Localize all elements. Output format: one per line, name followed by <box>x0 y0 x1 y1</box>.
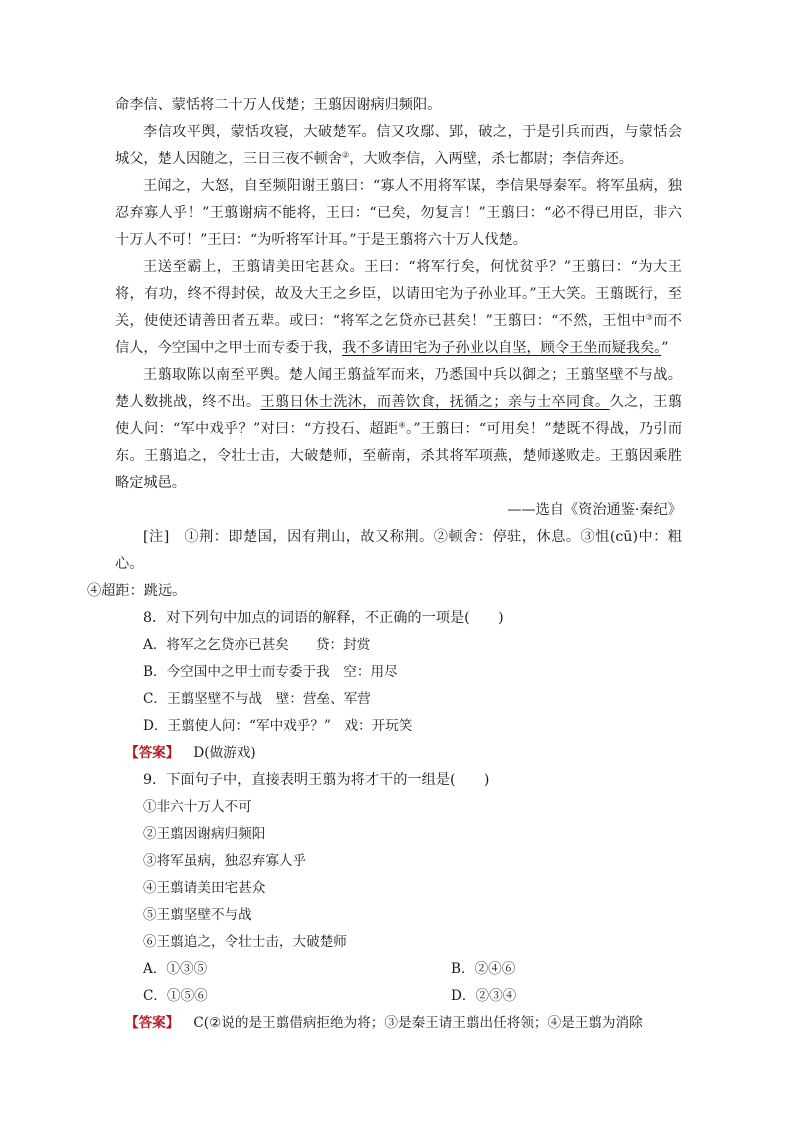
question-9-answer <box>115 1010 682 1037</box>
question-8-option-b: B．今空国中之甲士而专委于我 空：用尽 <box>143 664 398 680</box>
passage-paragraph-3 <box>115 254 682 362</box>
question-9-option-c: C．①⑤⑥ <box>143 988 208 1004</box>
question-9-item-5: ⑤王翦坚壁不与战 <box>143 907 252 923</box>
question-9-item-1: ①非六十万人不可 <box>143 799 252 815</box>
text: 王翦取陈以南至平舆。楚人闻王翦益军而来，乃悉国中兵以御之；王翦坚壁不与战。楚人数挑战，终不出。 <box>115 367 682 410</box>
question-8-answer <box>115 740 682 767</box>
question-9-item-3: ③将军虽病，独忍弃寡人乎 <box>143 853 307 869</box>
text: ” <box>661 340 669 356</box>
footnote-mark: ③ <box>645 312 654 322</box>
text: 王送至霸上，王翦请美田宅甚众。王曰：“将军行矣，何忧贫乎？”王翦曰：“为大王将，有功，终不得封侯，故及大王之乡臣，以请田宅为子孙业耳。”王大笑。王翦既行，至关，使使还请善田者五辈。或曰：“将军之乞贷亦已甚矣！”王翦曰：“不然，王怚中 <box>115 259 682 329</box>
question-8-stem: 8．对下列句中加点的词语的解释，不正确的一项是( ) <box>143 610 504 626</box>
text: 李信攻平舆，蒙恬攻寝，大破楚军。信又攻鄢、郢，破之，于是引兵而西，与蒙恬会城父，楚人因随之，三日三夜不顿舍 <box>115 124 682 167</box>
passage-paragraph-4 <box>115 362 682 497</box>
question-9-option-b: B．②④⑥ <box>451 961 516 977</box>
passage-paragraph-1 <box>115 119 682 173</box>
answer-text: C(②说的是王翦借病拒绝为将；③是秦王请王翦出任将领；④是王翦为消除 <box>193 1015 643 1031</box>
notes <box>87 524 682 605</box>
question-9-options-ab <box>115 956 682 983</box>
question-9-stem: 9．下面句子中，直接表明王翦为将才干的一组是( ) <box>143 772 490 788</box>
question-9-options-cd <box>115 983 682 1010</box>
source-citation: ——选自《资治通鉴·秦纪》 <box>507 502 682 518</box>
footnote-mark: ② <box>342 150 350 160</box>
answer-tag: 【答案】 <box>125 745 180 761</box>
question-9-option-a: A．①③⑤ <box>143 961 208 977</box>
question-9-option-d: D．②③④ <box>451 988 517 1004</box>
question-8-option-d: D．王翦使人问：“军中戏乎？” 戏：开玩笑 <box>143 718 413 734</box>
text: ，大败李信，入两壁，杀七都尉；李信奔还。 <box>349 151 633 167</box>
question-9-item-4: ④王翦请美田宅甚众 <box>143 880 266 896</box>
underlined-sentence: 我不多请田宅为子孙业以自坚，顾令王坐而疑我矣。 <box>342 340 662 356</box>
note-line: ④超距：跳远。 <box>87 583 187 599</box>
question-8-option-c: C．王翦坚壁不与战 壁：营垒、军营 <box>143 691 371 707</box>
passage-line-0: 命李信、蒙恬将二十万人伐楚；王翦因谢病归频阳。 <box>115 97 442 113</box>
answer-tag: 【答案】 <box>125 1015 180 1031</box>
underlined-sentence: 王翦日休士洗沐，而善饮食，抚循之；亲与士卒同食。 <box>260 394 610 410</box>
passage-paragraph-2: 王闻之，大怒，自至频阳谢王翦曰：“寡人不用将军谋，李信果辱秦军。将军虽病，独忍弃寡人乎！”王翦谢病不能将，王曰：“已矣，勿复言！”王翦曰：“必不得已用臣，非六十万人不可！”王曰：“为听将军计耳。”于是王翦将六十万人伐楚。 <box>115 178 682 248</box>
question-8-option-a: A．将军之乞贷亦已甚矣 贷：封赏 <box>143 637 371 653</box>
footnote-mark: ④ <box>398 420 406 430</box>
question-9-item-2: ②王翦因谢病归频阳 <box>143 826 266 842</box>
note-line: [注] ①荆：即楚国，因有荆山，故又称荆。②顿舍：停驻，休息。③怚(cū)中：粗心。 <box>115 529 682 572</box>
text: 。”王翦曰：“可用矣！”楚既不得战，乃引而东。王翦追之，令壮士击，大破楚师，至蕲南，杀其将军项燕，楚师遂败走。王翦因乘胜略定城邑。 <box>115 421 683 491</box>
question-9-item-6: ⑥王翦追之，令壮士击，大破楚师 <box>143 934 347 950</box>
text: 而不信人，今空国中之甲士而专委于我， <box>115 313 682 356</box>
document-page <box>87 92 683 1037</box>
text: 久之，王翦使人问：“军中戏乎？”对曰：“方投石、超距 <box>115 394 682 437</box>
answer-text: D(做游戏) <box>193 745 256 761</box>
